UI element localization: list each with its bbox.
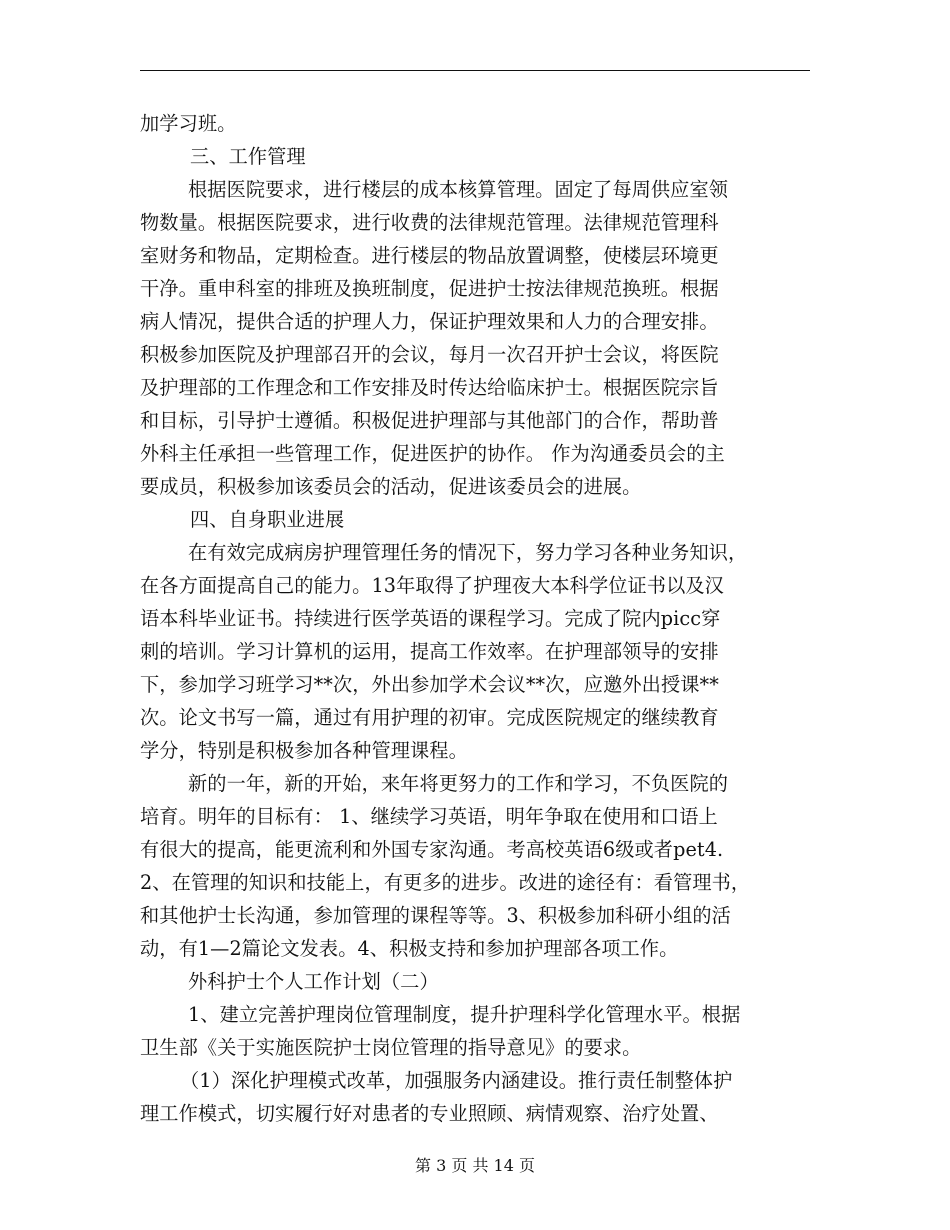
text-line: 在有效完成病房护理管理任务的情况下，努力学习各种业务知识， — [188, 541, 748, 564]
text-line: 积极参加医院及护理部召开的会议，每月一次召开护士会议，将医院 — [140, 343, 719, 366]
page-number: 第 3 页 共 14 页 — [415, 1156, 535, 1175]
text-line: 卫生部《关于实施医院护士岗位管理的指导意见》的要求。 — [140, 1036, 642, 1059]
text-line: 加学习班。 — [140, 112, 237, 135]
text-line: 和其他护士长沟通，参加管理的课程等等。3、积极参加科研小组的活 — [140, 904, 731, 927]
text-line: 理工作模式，切实履行好对患者的专业照顾、病情观察、治疗处置、 — [140, 1102, 719, 1125]
text-line: 四、自身职业进展 — [190, 508, 345, 531]
text-line: 刺的培训。学习计算机的运用，提高工作效率。在护理部领导的安排 — [140, 640, 719, 663]
text-line: 外科主任承担一些管理工作，促进医护的协作。 作为沟通委员会的主 — [140, 442, 725, 465]
text-line: 2、在管理的知识和技能上，有更多的进步。改进的途径有：看管理书， — [140, 871, 751, 894]
text-line: 有很大的提高，能更流利和外国专家沟通。考高校英语6级或者pet4. — [140, 838, 724, 861]
text-line: 动，有1—2篇论文发表。4、积极支持和参加护理部各项工作。 — [140, 937, 679, 960]
text-line: 在各方面提高自己的能力。13年取得了护理夜大本科学位证书以及汉 — [140, 574, 724, 597]
text-line: 和目标，引导护士遵循。积极促进护理部与其他部门的合作，帮助普 — [140, 409, 719, 432]
text-line: 学分，特别是积极参加各种管理课程。 — [140, 739, 468, 762]
text-line: 1、建立完善护理岗位管理制度，提升护理科学化管理水平。根据 — [188, 1003, 741, 1026]
text-line: 干净。重申科室的排班及换班制度，促进护士按法律规范换班。根据 — [140, 277, 719, 300]
text-line: 物数量。根据医院要求，进行收费的法律规范管理。法律规范管理科 — [140, 211, 719, 234]
text-line: 室财务和物品，定期检查。进行楼层的物品放置调整，使楼层环境更 — [140, 244, 719, 267]
text-line: 培育。明年的目标有： 1、继续学习英语，明年争取在使用和口语上 — [140, 805, 718, 828]
text-line: 及护理部的工作理念和工作安排及时传达给临床护士。根据医院宗旨 — [140, 376, 719, 399]
text-line: 下，参加学习班学习**次，外出参加学术会议**次，应邀外出授课** — [140, 673, 719, 696]
text-line: 病人情况，提供合适的护理人力，保证护理效果和人力的合理安排。 — [140, 310, 719, 333]
document-body — [140, 107, 812, 1130]
text-line: 根据医院要求，进行楼层的成本核算管理。固定了每周供应室领 — [188, 178, 729, 201]
text-line: 三、工作管理 — [190, 145, 306, 168]
text-line: 外科护士个人工作计划（二） — [188, 970, 439, 993]
text-line: 要成员，积极参加该委员会的活动，促进该委员会的进展。 — [140, 475, 642, 498]
text-line: 次。论文书写一篇，通过有用护理的初审。完成医院规定的继续教育 — [140, 706, 719, 729]
header-rule — [140, 70, 810, 71]
text-line: 语本科毕业证书。持续进行医学英语的课程学习。完成了院内picc穿 — [140, 607, 721, 630]
text-line: （1）深化护理模式改革，加强服务内涵建设。推行责任制整体护 — [180, 1069, 733, 1092]
text-line: 新的一年，新的开始，来年将更努力的工作和学习，不负医院的 — [188, 772, 729, 795]
